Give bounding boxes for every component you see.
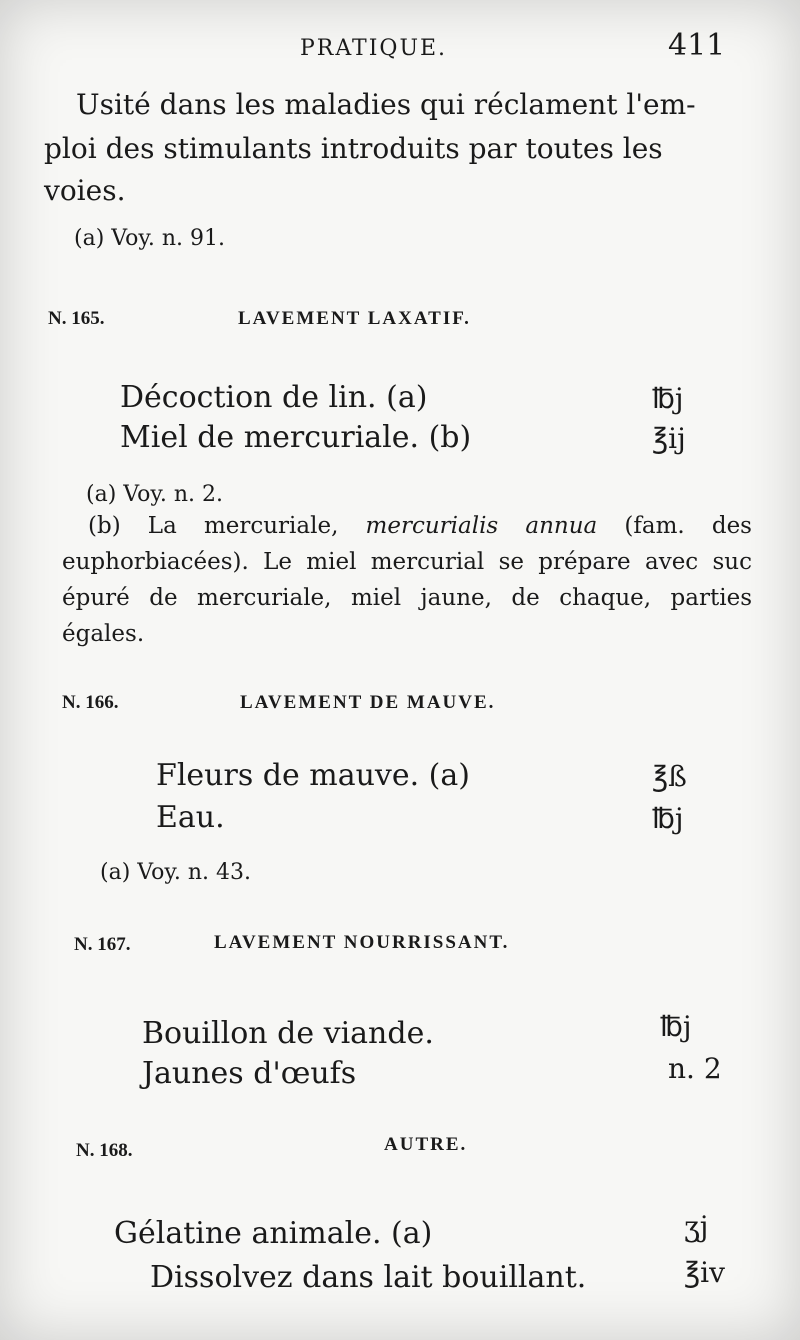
recipe-165-note-b bbox=[62, 508, 752, 652]
recipe-165-title: LAVEMENT LAXATIF. bbox=[238, 308, 471, 329]
recipe-168-number: N. 168. bbox=[76, 1140, 133, 1161]
ingredient-quantity: ʒj bbox=[684, 1210, 709, 1243]
recipe-167-title: LAVEMENT NOURRISSANT. bbox=[214, 932, 510, 953]
ingredient-name: Décoction de lin. (a) bbox=[120, 380, 428, 415]
ingredient-quantity: ℔j bbox=[652, 382, 684, 415]
ingredient-quantity: ℥ß bbox=[652, 760, 687, 793]
intro-line-2: ploi des stimulants introduits par toutes les bbox=[44, 132, 663, 165]
ingredient-quantity: ℔j bbox=[652, 802, 684, 835]
note-b-latin-name: mercurialis annua bbox=[365, 513, 598, 539]
recipe-166-number: N. 166. bbox=[62, 692, 119, 713]
recipe-165-note-a: (a) Voy. n. 2. bbox=[86, 482, 224, 507]
recipe-166-note-a: (a) Voy. n. 43. bbox=[100, 860, 252, 885]
recipe-168-title: AUTRE. bbox=[384, 1134, 468, 1155]
ingredient-quantity: ℥ij bbox=[652, 422, 686, 455]
running-head: PRATIQUE. bbox=[300, 36, 448, 61]
intro-line-1: Usité dans les maladies qui réclament l'em- bbox=[76, 88, 696, 121]
ingredient-name: Jaunes d'œufs bbox=[142, 1056, 357, 1091]
ingredient-name: Bouillon de viande. bbox=[142, 1016, 434, 1051]
ingredient-name: Gélatine animale. (a) bbox=[114, 1216, 433, 1251]
ingredient-name: Miel de mercuriale. (b) bbox=[120, 420, 472, 455]
ingredient-quantity: ℥iv bbox=[684, 1256, 725, 1289]
ingredient-quantity: ℔j bbox=[660, 1010, 692, 1043]
page-number: 411 bbox=[668, 28, 726, 63]
ingredient-name: Fleurs de mauve. (a) bbox=[156, 758, 470, 793]
ingredient-name: Eau. bbox=[156, 800, 225, 835]
note-b-prefix: (b) La mercuriale, bbox=[88, 513, 366, 539]
recipe-165-number: N. 165. bbox=[48, 308, 105, 329]
intro-footnote: (a) Voy. n. 91. bbox=[74, 226, 226, 251]
recipe-167-number: N. 167. bbox=[74, 934, 131, 955]
ingredient-name: Dissolvez dans lait bouillant. bbox=[150, 1260, 587, 1295]
intro-line-3: voies. bbox=[44, 174, 126, 207]
recipe-166-title: LAVEMENT DE MAUVE. bbox=[240, 692, 496, 713]
ingredient-quantity: n. 2 bbox=[668, 1052, 722, 1085]
note-b-text: (fam. des euphorbiacées). Le miel mercurial se prépare avec suc épuré de mercuriale, miel jaune, de chaque, parties égales. bbox=[62, 513, 752, 647]
